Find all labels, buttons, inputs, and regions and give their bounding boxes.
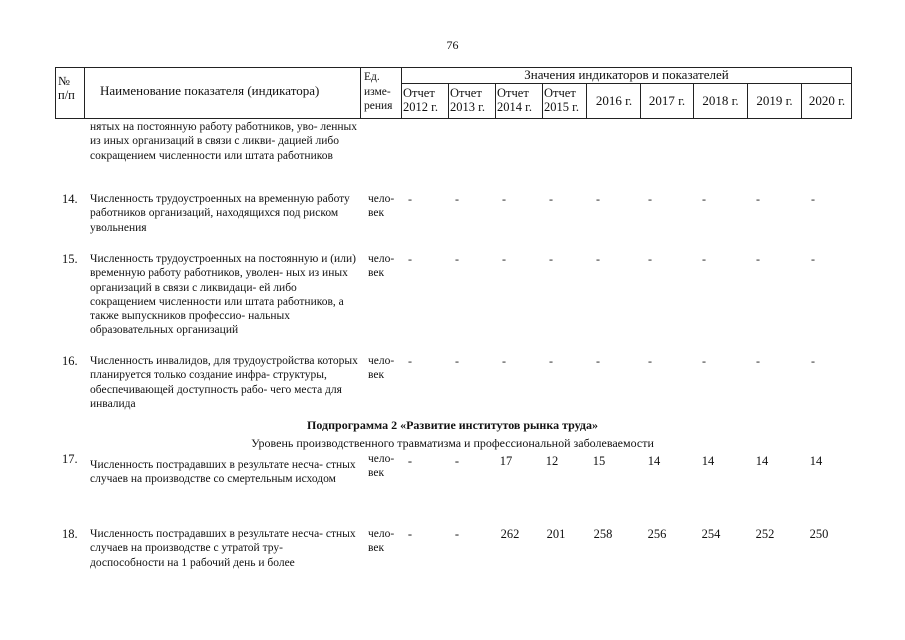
header-year-2015: Отчет 2015 г. (544, 86, 579, 114)
row-number: 16. (62, 354, 78, 368)
header-year-2018: 2018 г. (702, 93, 739, 108)
row-value-2013: - (455, 354, 459, 368)
header-year-2013: Отчет 2013 г. (450, 86, 485, 114)
row-number: 17. (62, 452, 78, 466)
row-value-2017: - (648, 192, 652, 206)
row-value-2014: - (502, 192, 506, 206)
row-value-2015: - (549, 354, 553, 368)
header-col-unit: Ед. изме- рения (364, 71, 393, 112)
row-value-2017: - (648, 354, 652, 368)
row-value-2018: - (702, 252, 706, 266)
header-year-2020: 2020 г. (808, 93, 846, 108)
row-value-2013: - (455, 252, 459, 266)
row-value-2014: 17 (499, 454, 513, 468)
row-value-2019: - (756, 354, 760, 368)
row-value-2016: 15 (592, 454, 606, 468)
subprogram-title: Подпрограмма 2 «Развитие институтов рынка труда» (307, 418, 598, 432)
row-unit: чело- век (368, 453, 395, 479)
row-unit: чело- век (368, 253, 395, 279)
row-value-2016: 258 (593, 527, 613, 541)
header-year-2012: Отчет 2012 г. (403, 86, 438, 114)
row-value-2020: - (811, 354, 815, 368)
header-year-2016: 2016 г. (595, 93, 633, 108)
header-year-2017: 2017 г. (648, 93, 686, 108)
row-value-2015: 12 (545, 454, 559, 468)
header-year-2019: 2019 г. (756, 93, 793, 108)
row-name: Численность пострадавших в результате несча- стных случаев на производстве со смертельным исходом (90, 459, 356, 486)
page-number: 76 (446, 38, 459, 52)
row-value-2018: 14 (701, 454, 715, 468)
row-value-2013: - (454, 454, 460, 468)
header-col-name: Наименование показателя (индикатора) (100, 83, 320, 98)
row-name: Численность инвалидов, для трудоустройства которых планируется только создание инфра- структуры, обеспечивающей доступность рабо- чего места для инвалида (90, 355, 358, 410)
row-value-2012: - (408, 252, 412, 266)
row-value-2017: - (648, 252, 652, 266)
row-value-2019: - (756, 192, 760, 206)
row-value-2016: - (596, 252, 600, 266)
row-value-2012: - (407, 454, 413, 468)
row-value-2012: - (408, 354, 412, 368)
row-number: 15. (62, 252, 78, 266)
row-value-2015: - (549, 192, 553, 206)
subprogram-subtitle: Уровень производственного травматизма и профессиональной заболеваемости (251, 436, 654, 450)
row-name: Численность трудоустроенных на временную работу работников организаций, находящихся под риском увольнения (90, 193, 350, 234)
row-number: 14. (62, 192, 78, 206)
row-value-2014: - (502, 252, 506, 266)
row-name: Численность пострадавших в результате несча- стных случаев на производстве с утратой тру- доспособности на 1 рабочий день и более (90, 528, 356, 569)
row-value-2013: - (455, 192, 459, 206)
row-value-2020: - (811, 192, 815, 206)
row-value-2012: - (407, 527, 413, 541)
row-value-2013: - (454, 527, 460, 541)
row-unit: чело- век (368, 528, 395, 554)
row-value-2018: 254 (701, 527, 721, 541)
row-name: Численность трудоустроенных на постоянную и (или) временную работу работников, уволен- ных из иных организаций в связи с ликвидаци- ей либо сокращением численности или штата работников, а также выпускников профессио- нальных образовательных организаций (90, 253, 356, 337)
header-year-2014: Отчет 2014 г. (497, 86, 532, 114)
row-number: 18. (62, 527, 78, 541)
header-col-no: № п/п (58, 74, 75, 102)
row-unit: чело- век (368, 355, 395, 381)
row-value-2015: - (549, 252, 553, 266)
row-value-2018: - (702, 354, 706, 368)
row-value-2015: 201 (546, 527, 566, 541)
row-value-2019: - (756, 252, 760, 266)
row-value-2014: 262 (500, 527, 520, 541)
row-value-2016: - (596, 354, 600, 368)
row-value-2014: - (502, 354, 506, 368)
row-value-2017: 256 (647, 527, 667, 541)
row-unit: чело- век (368, 193, 395, 219)
row-value-2016: - (596, 192, 600, 206)
row-value-2018: - (702, 192, 706, 206)
continuation-text: нятых на постоянную работу работников, уво- ленных из иных организаций в связи с ликви- дацией либо сокращением численности или штата работников (90, 121, 358, 162)
row-value-2020: 250 (809, 527, 829, 541)
header-col-values: Значения индикаторов и показателей (524, 67, 729, 82)
row-value-2012: - (408, 192, 412, 206)
row-value-2020: - (811, 252, 815, 266)
row-value-2019: 14 (755, 454, 769, 468)
row-value-2017: 14 (647, 454, 661, 468)
row-value-2020: 14 (809, 454, 823, 468)
row-value-2019: 252 (755, 527, 775, 541)
